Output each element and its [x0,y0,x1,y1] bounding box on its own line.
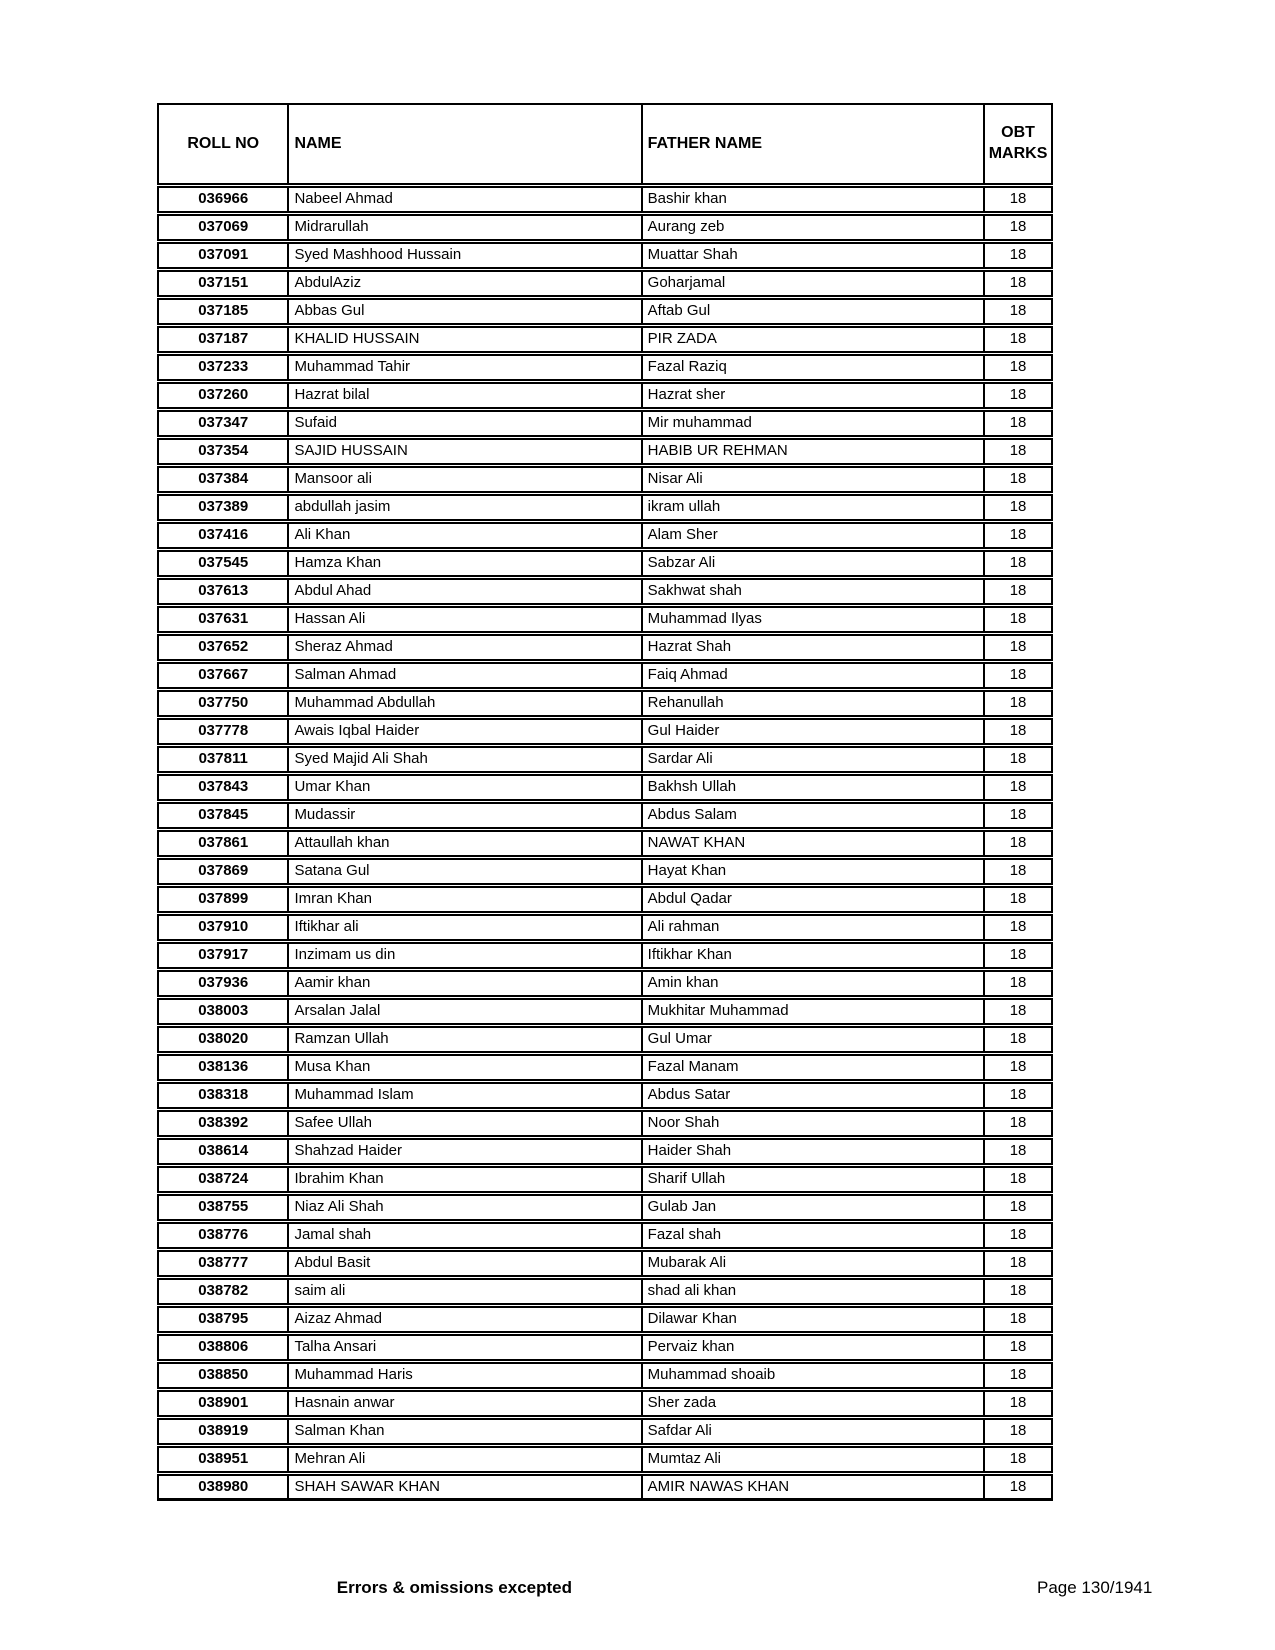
name-cell: Aamir khan [287,972,640,995]
table-row [157,970,1053,997]
obt-marks-cell: 18 [983,580,1051,603]
table-row [157,690,1053,717]
table-row [157,998,1053,1025]
roll-no-cell: 038901 [198,1394,249,1412]
obt-marks-cell: 18 [983,356,1051,379]
obt-marks-cell: 18 [983,440,1051,463]
father-name-cell: Muattar Shah [641,244,984,267]
father-name-cell: Bashir khan [641,188,984,211]
roll-no-cell: 038850 [198,1366,249,1384]
father-name-cell: Nisar Ali [641,468,984,491]
roll-no-cell: 038724 [198,1170,249,1188]
table-row [157,886,1053,913]
father-name-cell: NAWAT KHAN [641,832,984,855]
name-cell: Talha Ansari [287,1336,640,1359]
table-row [157,1222,1053,1249]
name-cell: Syed Majid Ali Shah [287,748,640,771]
obt-marks-cell: 18 [983,888,1051,911]
obt-marks-cell: 18 [983,664,1051,687]
roll-no-cell: 037899 [198,890,249,908]
father-name-cell: Muhammad Ilyas [641,608,984,631]
father-name-cell: Hazrat Shah [641,636,984,659]
header-name: NAME [287,105,640,183]
name-cell: Arsalan Jalal [287,1000,640,1023]
name-cell: Mehran Ali [287,1448,640,1471]
name-cell: Shahzad Haider [287,1140,640,1163]
roll-no-cell: 038777 [198,1254,249,1272]
obt-marks-cell: 18 [983,328,1051,351]
roll-no-cell: 037845 [198,806,249,824]
father-name-cell: ikram ullah [641,496,984,519]
obt-marks-cell: 18 [983,1448,1051,1471]
table-row [157,1390,1053,1417]
obt-marks-cell: 18 [983,832,1051,855]
roll-no-cell: 037652 [198,638,249,656]
roll-no-cell: 037861 [198,834,249,852]
obt-marks-cell: 18 [983,1028,1051,1051]
obt-marks-cell: 18 [983,916,1051,939]
obt-marks-cell: 18 [983,1420,1051,1443]
obt-marks-cell: 18 [983,468,1051,491]
father-name-cell: Fazal shah [641,1224,984,1247]
name-cell: Hassan Ali [287,608,640,631]
father-name-cell: Fazal Manam [641,1056,984,1079]
name-cell: Hamza Khan [287,552,640,575]
obt-marks-cell: 18 [983,804,1051,827]
father-name-cell: Dilawar Khan [641,1308,984,1331]
obt-marks-cell: 18 [983,1112,1051,1135]
roll-no-cell: 037384 [198,470,249,488]
name-cell: Muhammad Islam [287,1084,640,1107]
obt-marks-cell: 18 [983,1280,1051,1303]
father-name-cell: Goharjamal [641,272,984,295]
roll-no-cell: 037354 [198,442,249,460]
obt-marks-cell: 18 [983,1336,1051,1359]
name-cell: Ramzan Ullah [287,1028,640,1051]
father-name-cell: Safdar Ali [641,1420,984,1443]
name-cell: Abdul Basit [287,1252,640,1275]
table-header-row [157,103,1053,185]
roll-no-cell: 038951 [198,1450,249,1468]
name-cell: Awais Iqbal Haider [287,720,640,743]
table-body [157,186,1053,1501]
roll-no-cell: 037389 [198,498,249,516]
results-table [157,103,1053,1502]
roll-no-cell: 037778 [198,722,249,740]
errors-omissions-note: Errors & omissions excepted [336,1578,572,1597]
roll-no-cell: 037910 [198,918,249,936]
obt-marks-cell: 18 [983,1364,1051,1387]
name-cell: Ibrahim Khan [287,1168,640,1191]
name-cell: Mudassir [287,804,640,827]
roll-no-cell: 037151 [198,274,249,292]
table-row [157,466,1053,493]
roll-no-cell: 037233 [198,358,249,376]
roll-no-cell: 038776 [198,1226,249,1244]
father-name-cell: Noor Shah [641,1112,984,1135]
table-row [157,1054,1053,1081]
table-row [157,1474,1053,1501]
obt-marks-cell: 18 [983,188,1051,211]
father-name-cell: Mukhitar Muhammad [641,1000,984,1023]
roll-no-cell: 037069 [198,218,249,236]
table-row [157,1166,1053,1193]
name-cell: Syed Mashhood Hussain [287,244,640,267]
father-name-cell: Gul Umar [641,1028,984,1051]
father-name-cell: Ali rahman [641,916,984,939]
name-cell: Attaullah khan [287,832,640,855]
roll-no-cell: 037750 [198,694,249,712]
father-name-cell: Haider Shah [641,1140,984,1163]
roll-no-cell: 038919 [198,1422,249,1440]
page-number: Page 130/1941 [1037,1578,1153,1597]
table-row [157,1418,1053,1445]
roll-no-cell: 037667 [198,666,249,684]
obt-marks-cell: 18 [983,1476,1051,1498]
table-row [157,662,1053,689]
roll-no-cell: 038980 [198,1477,249,1495]
table-row [157,1334,1053,1361]
obt-marks-cell: 18 [983,384,1051,407]
obt-marks-cell: 18 [983,412,1051,435]
name-cell: Salman Ahmad [287,664,640,687]
name-cell: AbdulAziz [287,272,640,295]
name-cell: Aizaz Ahmad [287,1308,640,1331]
name-cell: Musa Khan [287,1056,640,1079]
roll-no-cell: 038755 [198,1198,249,1216]
father-name-cell: AMIR NAWAS KHAN [641,1476,984,1498]
roll-no-cell: 038782 [198,1282,249,1300]
father-name-cell: Sharif Ullah [641,1168,984,1191]
obt-marks-cell: 18 [983,1252,1051,1275]
roll-no-cell: 038003 [198,1002,249,1020]
table-row [157,858,1053,885]
roll-no-cell: 037260 [198,386,249,404]
roll-no-cell: 037613 [198,582,249,600]
table-row [157,270,1053,297]
name-cell: Hazrat bilal [287,384,640,407]
obt-marks-cell: 18 [983,972,1051,995]
father-name-cell: Alam Sher [641,524,984,547]
table-row [157,522,1053,549]
name-cell: Safee Ullah [287,1112,640,1135]
roll-no-cell: 037917 [198,946,249,964]
father-name-cell: Mumtaz Ali [641,1448,984,1471]
father-name-cell: HABIB UR REHMAN [641,440,984,463]
father-name-cell: Hayat Khan [641,860,984,883]
name-cell: Muhammad Haris [287,1364,640,1387]
obt-marks-cell: 18 [983,944,1051,967]
obt-marks-cell: 18 [983,720,1051,743]
father-name-cell: Rehanullah [641,692,984,715]
father-name-cell: Abdus Salam [641,804,984,827]
table-row [157,438,1053,465]
father-name-cell: Mir muhammad [641,412,984,435]
table-row [157,1250,1053,1277]
roll-no-cell: 037416 [198,526,249,544]
table-row [157,382,1053,409]
name-cell: Jamal shah [287,1224,640,1247]
roll-no-cell: 037631 [198,610,249,628]
roll-no-cell: 036966 [198,190,249,208]
name-cell: Ali Khan [287,524,640,547]
table-row [157,186,1053,213]
header-father-name: FATHER NAME [641,105,984,183]
table-row [157,1194,1053,1221]
obt-marks-cell: 18 [983,636,1051,659]
name-cell: Salman Khan [287,1420,640,1443]
roll-no-cell: 038795 [198,1310,249,1328]
father-name-cell: Mubarak Ali [641,1252,984,1275]
name-cell: Muhammad Tahir [287,356,640,379]
father-name-cell: Hazrat sher [641,384,984,407]
father-name-cell: Aurang zeb [641,216,984,239]
roll-no-cell: 038318 [198,1086,249,1104]
name-cell: Mansoor ali [287,468,640,491]
obt-marks-cell: 18 [983,1084,1051,1107]
obt-marks-cell: 18 [983,1392,1051,1415]
table-row [157,494,1053,521]
father-name-cell: Abdus Satar [641,1084,984,1107]
roll-no-cell: 038020 [198,1030,249,1048]
name-cell: Abbas Gul [287,300,640,323]
obt-marks-cell: 18 [983,1308,1051,1331]
obt-marks-cell: 18 [983,1000,1051,1023]
header-obt-marks: OBT MARKS [983,105,1051,183]
table-row [157,746,1053,773]
obt-marks-cell: 18 [983,776,1051,799]
obt-marks-cell: 18 [983,524,1051,547]
obt-marks-cell: 18 [983,1140,1051,1163]
roll-no-cell: 038392 [198,1114,249,1132]
table-row [157,1110,1053,1137]
roll-no-cell: 037843 [198,778,249,796]
header-roll-no: ROLL NO [187,135,260,153]
obt-marks-cell: 18 [983,608,1051,631]
table-row [157,242,1053,269]
name-cell: Hasnain anwar [287,1392,640,1415]
father-name-cell: PIR ZADA [641,328,984,351]
name-cell: SHAH SAWAR KHAN [287,1476,640,1498]
roll-no-cell: 038614 [198,1142,249,1160]
father-name-cell: Sabzar Ali [641,552,984,575]
table-row [157,1362,1053,1389]
father-name-cell: Gulab Jan [641,1196,984,1219]
father-name-cell: Bakhsh Ullah [641,776,984,799]
roll-no-cell: 037811 [198,750,248,768]
name-cell: Niaz Ali Shah [287,1196,640,1219]
obt-marks-cell: 18 [983,496,1051,519]
name-cell: Iftikhar ali [287,916,640,939]
roll-no-cell: 038136 [198,1058,249,1076]
table-row [157,914,1053,941]
table-row [157,1138,1053,1165]
table-row [157,1026,1053,1053]
father-name-cell: Amin khan [641,972,984,995]
father-name-cell: Iftikhar Khan [641,944,984,967]
father-name-cell: Sher zada [641,1392,984,1415]
table-row [157,410,1053,437]
table-row [157,1082,1053,1109]
table-row [157,942,1053,969]
name-cell: Muhammad Abdullah [287,692,640,715]
name-cell: Midrarullah [287,216,640,239]
father-name-cell: Muhammad shoaib [641,1364,984,1387]
name-cell: SAJID HUSSAIN [287,440,640,463]
name-cell: Satana Gul [287,860,640,883]
name-cell: KHALID HUSSAIN [287,328,640,351]
father-name-cell: Abdul Qadar [641,888,984,911]
roll-no-cell: 037869 [198,862,249,880]
table-row [157,606,1053,633]
name-cell: Imran Khan [287,888,640,911]
name-cell: abdullah jasim [287,496,640,519]
obt-marks-cell: 18 [983,860,1051,883]
obt-marks-cell: 18 [983,552,1051,575]
table-row [157,634,1053,661]
name-cell: Sufaid [287,412,640,435]
table-row [157,354,1053,381]
name-cell: Sheraz Ahmad [287,636,640,659]
roll-no-cell: 037347 [198,414,249,432]
obt-marks-cell: 18 [983,1056,1051,1079]
roll-no-cell: 037187 [198,330,249,348]
table-row [157,214,1053,241]
obt-marks-cell: 18 [983,300,1051,323]
roll-no-cell: 038806 [198,1338,249,1356]
roll-no-cell: 037936 [198,974,249,992]
father-name-cell: Gul Haider [641,720,984,743]
roll-no-cell: 037091 [198,246,249,264]
table-row [157,1446,1053,1473]
obt-marks-cell: 18 [983,1168,1051,1191]
name-cell: Umar Khan [287,776,640,799]
father-name-cell: Fazal Raziq [641,356,984,379]
table-row [157,1306,1053,1333]
name-cell: saim ali [287,1280,640,1303]
table-row [157,1278,1053,1305]
obt-marks-cell: 18 [983,216,1051,239]
table-row [157,578,1053,605]
obt-marks-cell: 18 [983,1196,1051,1219]
father-name-cell: Faiq Ahmad [641,664,984,687]
table-row [157,718,1053,745]
obt-marks-cell: 18 [983,692,1051,715]
name-cell: Nabeel Ahmad [287,188,640,211]
table-row [157,774,1053,801]
obt-marks-cell: 18 [983,1224,1051,1247]
obt-marks-cell: 18 [983,272,1051,295]
father-name-cell: Pervaiz khan [641,1336,984,1359]
roll-no-cell: 037185 [198,302,249,320]
name-cell: Inzimam us din [287,944,640,967]
father-name-cell: Aftab Gul [641,300,984,323]
obt-marks-cell: 18 [983,244,1051,267]
table-row [157,326,1053,353]
obt-marks-cell: 18 [983,748,1051,771]
table-row [157,550,1053,577]
roll-no-cell: 037545 [198,554,249,572]
name-cell: Abdul Ahad [287,580,640,603]
father-name-cell: Sakhwat shah [641,580,984,603]
table-row [157,830,1053,857]
father-name-cell: Sardar Ali [641,748,984,771]
table-row [157,298,1053,325]
table-row [157,802,1053,829]
father-name-cell: shad ali khan [641,1280,984,1303]
